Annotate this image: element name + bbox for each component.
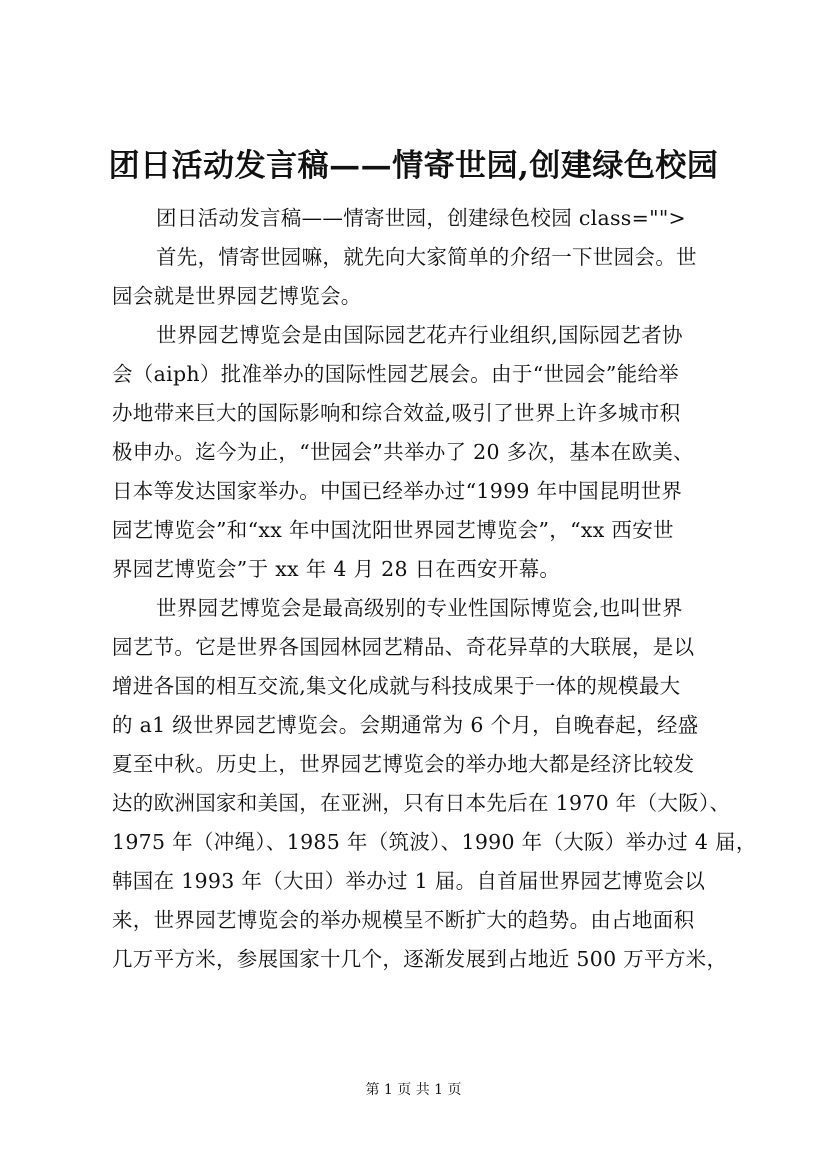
body-line: 界园艺博览会”于 xx 年 4 月 28 日在西安开幕。 [112, 557, 561, 581]
document-title: 团日活动发言稿——情寄世园,创建绿色校园 [108, 148, 719, 184]
body-line: 韩国在 1993 年（大田）举办过 1 届。自首届世界园艺博览会以 [112, 869, 706, 893]
body-line: 园艺博览会”和“xx 年中国沈阳世界园艺博览会”，“xx 西安世 [112, 518, 674, 542]
body-line: 首先，情寄世园嘛，就先向大家简单的介绍一下世园会。世 [156, 245, 697, 269]
body-line: 园会就是世界园艺博览会。 [112, 284, 362, 308]
body-line: 日本等发达国家举办。中国已经举办过“1999 年中国昆明世界 [112, 479, 683, 503]
body-line: 世界园艺博览会是最高级别的专业性国际博览会,也叫世界 [156, 596, 683, 620]
body-line: 园艺节。它是世界各国园林园艺精品、奇花异草的大联展，是以 [112, 635, 695, 659]
body-line: 增进各国的相互交流,集文化成就与科技成果于一体的规模最大 [112, 674, 681, 698]
body-line: 会（aiph）批准举办的国际性园艺展会。由于“世园会”能给举 [112, 362, 680, 386]
body-line: 达的欧洲国家和美国，在亚洲，只有日本先后在 1970 年（大阪）、 [112, 791, 731, 815]
body-line: 极申办。迄今为止，“世园会”共举办了 20 多次，基本在欧美、 [112, 440, 694, 464]
document-body [112, 199, 757, 979]
body-line: 几万平方米，参展国家十几个，逐渐发展到占地近 500 万平方米， [112, 947, 728, 971]
body-line: 来，世界园艺博览会的举办规模呈不断扩大的趋势。由占地面积 [112, 908, 695, 932]
body-line: 1975 年（冲绳）、1985 年（筑波）、1990 年（大阪）举办过 4 届， [112, 830, 757, 854]
body-line: 世界园艺博览会是由国际园艺花卉行业组织,国际园艺者协 [156, 323, 683, 347]
page-footer: 第 1 页 共 1 页 [365, 1082, 462, 1098]
body-line: 团日活动发言稿——情寄世园，创建绿色校园 class=""> [156, 206, 687, 230]
body-line: 办地带来巨大的国际影响和综合效益,吸引了世界上许多城市积 [112, 401, 681, 425]
body-line: 夏至中秋。历史上，世界园艺博览会的举办地大都是经济比较发 [112, 752, 695, 776]
body-line: 的 a1 级世界园艺博览会。会期通常为 6 个月，自晚春起，经盛 [112, 713, 699, 737]
